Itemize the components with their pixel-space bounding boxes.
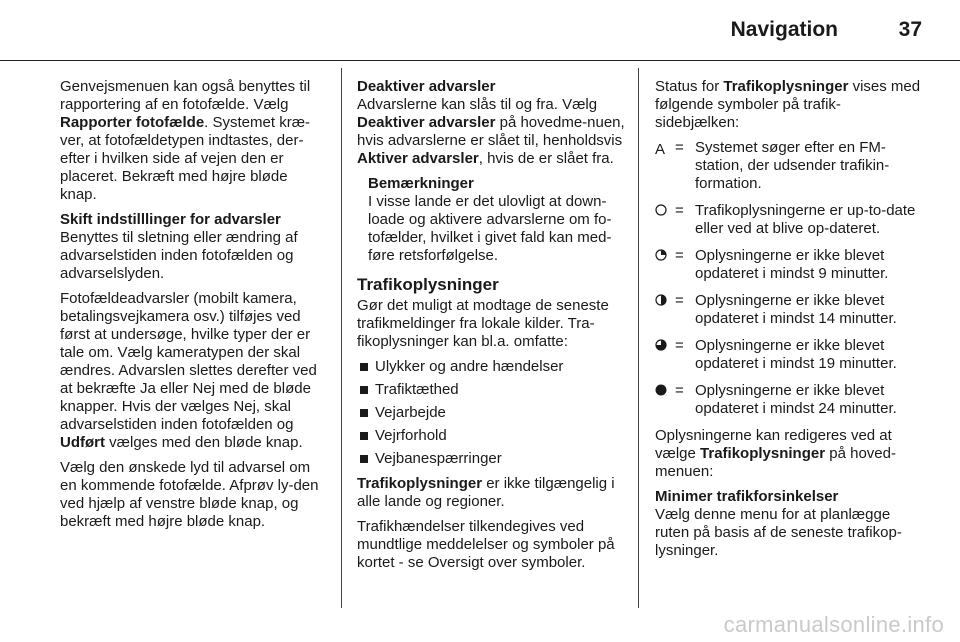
clock-half-icon bbox=[655, 292, 675, 328]
subheading: Deaktiver advarsler bbox=[357, 78, 496, 95]
symbol-row bbox=[655, 382, 925, 418]
note-title: Bemærkninger bbox=[368, 175, 474, 192]
equals-sign: = bbox=[675, 337, 684, 354]
bullet-square-icon bbox=[360, 409, 368, 417]
equals-sign: = bbox=[675, 247, 684, 264]
paragraph: Vælg den ønskede lyd til advarsel om en kommende fotofælde. Afprøv ly-den ved hjælp af venstre bløde knap, og bekræft med højre bløde knap. bbox=[60, 459, 319, 530]
symbol-row bbox=[655, 292, 925, 328]
section-heading: Trafikoplysninger bbox=[357, 275, 499, 294]
symbol-description: Oplysningerne er ikke blevet opdateret i mindst 24 minutter. bbox=[695, 382, 897, 417]
list-item: Ulykker og andre hændelser bbox=[357, 358, 625, 376]
paragraph: Advarslerne kan slås til og fra. Vælg Deaktiver advarsler på hovedme-nuen, hvis advarslerne er slået til, henholdsvis Aktiver advarsler, hvis de er slået fra. bbox=[357, 96, 625, 167]
bullet-square-icon bbox=[360, 363, 368, 371]
paragraph: Trafikoplysninger er ikke tilgængelig i alle lande og regioner. bbox=[357, 475, 615, 510]
list-item: Vejarbejde bbox=[357, 404, 625, 422]
equals-sign: = bbox=[675, 292, 684, 309]
paragraph: Fotofældeadvarsler (mobilt kamera, betalingsvejkamera osv.) tilføjes ved først at undersøge, hvilke typer der er tale om. Vælg kameratypen der skal ændres. Advarslen slettes derefter ved at bekræfte Ja eller Nej med de bløde knapper. Hvis der vælges Nej, skal advarselstiden inden fotofælden og Udført vælges med den bløde knap. bbox=[60, 290, 317, 451]
page-title: Navigation bbox=[730, 18, 838, 41]
symbol-row bbox=[655, 139, 925, 193]
symbol-row bbox=[655, 247, 925, 283]
column-2 bbox=[357, 78, 625, 579]
paragraph: Vælg denne menu for at planlægge ruten på basis af de seneste trafikop-lysninger. bbox=[655, 506, 902, 559]
clock-empty-icon bbox=[655, 202, 675, 238]
paragraph: Gør det muligt at modtage de seneste trafikmeldinger fra lokale kilder. Tra-fikoplysninger kan bl.a. omfatte: bbox=[357, 297, 609, 350]
bullet-square-icon bbox=[360, 432, 368, 440]
watermark: carmanualsonline.info bbox=[723, 612, 944, 637]
bullet-list bbox=[357, 358, 625, 468]
column-divider bbox=[638, 68, 639, 608]
clock-full-icon bbox=[655, 382, 675, 418]
symbol-description: Trafikoplysningerne er up-to-date eller ved at blive op-dateret. bbox=[695, 202, 916, 237]
paragraph: Status for Trafikoplysninger vises med følgende symboler på trafik-sidebjælken: bbox=[655, 78, 921, 131]
subheading: Skift indstilllinger for advarsler bbox=[60, 211, 281, 228]
subheading: Minimer trafikforsinkelser bbox=[655, 488, 839, 505]
bullet-square-icon bbox=[360, 455, 368, 463]
list-item: Trafiktæthed bbox=[357, 381, 625, 399]
note-text: I visse lande er det ulovligt at down-loade og aktivere advarslerne om fo-tofælder, hvilket i givet fald kan med-føre retsforfølgelse. bbox=[368, 193, 612, 264]
page-header bbox=[0, 0, 960, 61]
symbol-description: Oplysningerne er ikke blevet opdateret i mindst 14 minutter. bbox=[695, 292, 897, 327]
bullet-square-icon bbox=[360, 386, 368, 394]
symbol-description: Oplysningerne er ikke blevet opdateret i mindst 9 minutter. bbox=[695, 247, 889, 282]
list-item: Vejrforhold bbox=[357, 427, 625, 445]
note-box bbox=[357, 175, 625, 265]
clock-three-quarter-icon bbox=[655, 337, 675, 373]
symbol-row bbox=[655, 337, 925, 373]
column-3 bbox=[655, 78, 925, 567]
paragraph: Genvejsmenuen kan også benyttes til rapportering af en fotofælde. Vælg Rapporter fotofælde. Systemet kræ-ver, at fotofældetypen indtastes, der-efter i hvilken side af vejen den er placeret. Bekræft med højre bløde knap. bbox=[60, 78, 311, 203]
equals-sign: = bbox=[675, 139, 684, 156]
symbol-row bbox=[655, 202, 925, 238]
paragraph: Trafikhændelser tilkendegives ved mundtlige meddelelser og symboler på kortet - se Oversigt over symboler. bbox=[357, 518, 615, 571]
equals-sign: = bbox=[675, 382, 684, 399]
list-item: Vejbanespærringer bbox=[357, 450, 625, 468]
column-1 bbox=[60, 78, 328, 538]
paragraph: Oplysningerne kan redigeres ved at vælge Trafikoplysninger på hoved-menuen: bbox=[655, 427, 896, 480]
symbol-letter: A bbox=[655, 141, 666, 158]
column-divider bbox=[341, 68, 342, 608]
symbol-description: Oplysningerne er ikke blevet opdateret i mindst 19 minutter. bbox=[695, 337, 897, 372]
clock-quarter-icon bbox=[655, 247, 675, 283]
page-number: 37 bbox=[898, 18, 922, 41]
equals-sign: = bbox=[675, 202, 684, 219]
symbol-description: Systemet søger efter en FM-station, der udsender trafikin-formation. bbox=[695, 139, 890, 192]
paragraph: Benyttes til sletning eller ændring af advarselstiden inden fotofælden og advarselslyden. bbox=[60, 229, 298, 282]
